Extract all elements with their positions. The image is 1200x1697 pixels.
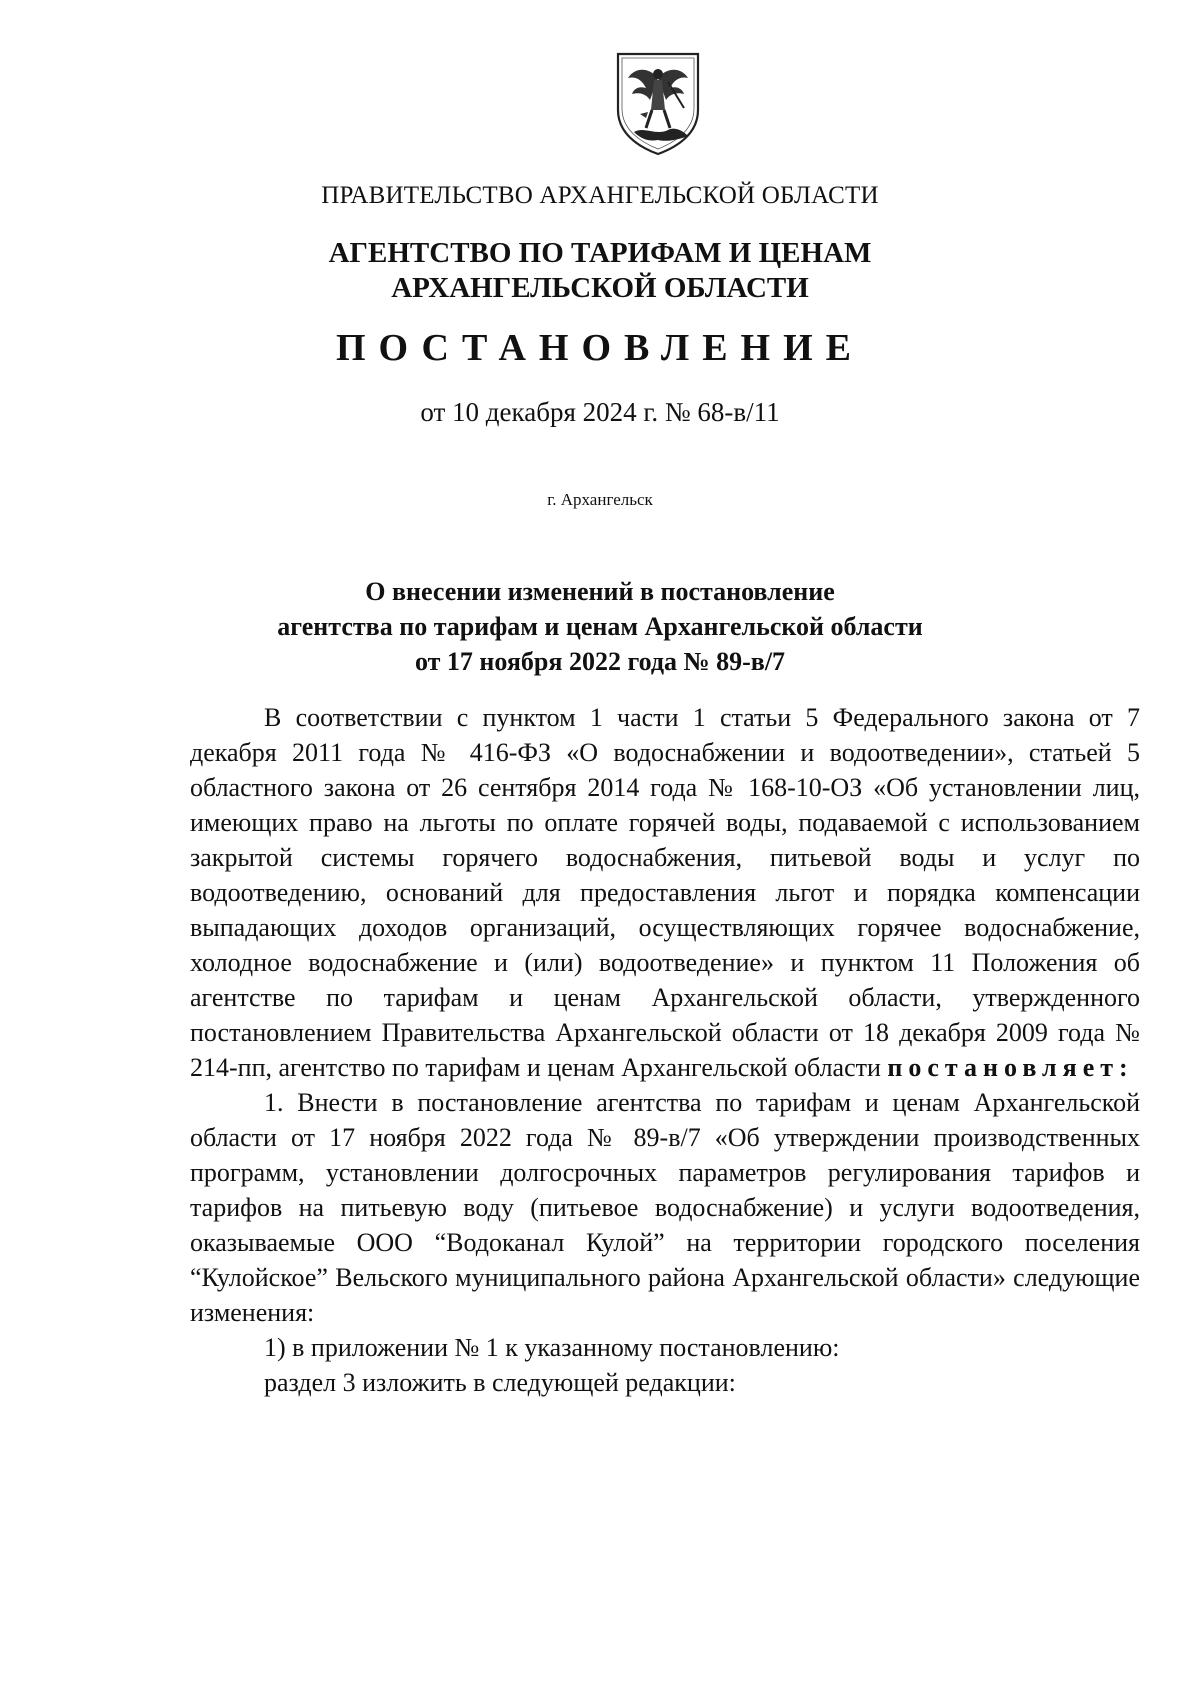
subject-line-2: агентства по тарифам и ценам Архангельской области [277, 612, 923, 641]
item-1-subitem-1-text: раздел 3 изложить в следующей редакции: [264, 1368, 736, 1397]
subject-line-1: О внесении изменений в постановление [365, 577, 835, 606]
document-date-number: от 10 декабря 2024 г. № 68-в/11 [420, 397, 780, 427]
resolves-word: постановляет: [887, 1053, 1134, 1082]
preamble-paragraph [190, 700, 1140, 1085]
coat-of-arms-icon [612, 48, 704, 158]
document-body [190, 700, 1140, 1400]
government-name: ПРАВИТЕЛЬСТВО АРХАНГЕЛЬСКОЙ ОБЛАСТИ [321, 182, 879, 209]
agency-name-line-2: АРХАНГЕЛЬСКОЙ ОБЛАСТИ [391, 272, 809, 304]
preamble-text: В соответствии с пунктом 1 части 1 статьи 5 Федерального закона от 7 декабря 2011 года № 416-ФЗ «О водоснабжении и водоотведении», статьей 5 областного закона от 26 сентября 2014 года № 168-10-ОЗ «Об установлении лиц, имеющих право на льготы по оплате горячей воды, подаваемой с использованием закрытой системы горячего водоснабжения, питьевой воды и услуг по водоотведению, оснований для предоставления льгот и порядка компенсации выпадающих доходов организаций, осуществляющих горячее водоснабжение, холодное водоснабжение и (или) водоотведение» и пунктом 11 Положения об агентстве по тарифам и ценам Архангельской области, утвержденного постановлением Правительства Архангельской области от 18 декабря 2009 года № 214-пп, агентство по тарифам и ценам Архангельской области [190, 703, 1140, 1082]
item-1-paragraph: 1. Внести в постановление агентства по тарифам и ценам Архангельской области от 17 ноября 2022 года № 89-в/7 «Об утверждении производственных программ, установлении долгосрочных параметров регулирования тарифов и тарифов на питьевую воду (питьевое водоснабжение) и услуги водоотведения, оказываемые ООО “Водоканал Кулой” на территории городского поселения “Кулойское” Вельского муниципального района Архангельской области» следующие изменения: [190, 1088, 1140, 1327]
document-type-title: ПОСТАНОВЛЕНИЕ [335, 327, 865, 369]
document-subject [0, 574, 1200, 679]
document-city: г. Архангельск [547, 490, 653, 509]
item-1-subitem-1: 1) в приложении № 1 к указанному постановлению: [264, 1333, 840, 1362]
agency-name [0, 236, 1200, 306]
agency-name-line-1: АГЕНТСТВО ПО ТАРИФАМ И ЦЕНАМ [328, 237, 872, 269]
subject-line-3: от 17 ноября 2022 года № 89-в/7 [414, 647, 786, 676]
